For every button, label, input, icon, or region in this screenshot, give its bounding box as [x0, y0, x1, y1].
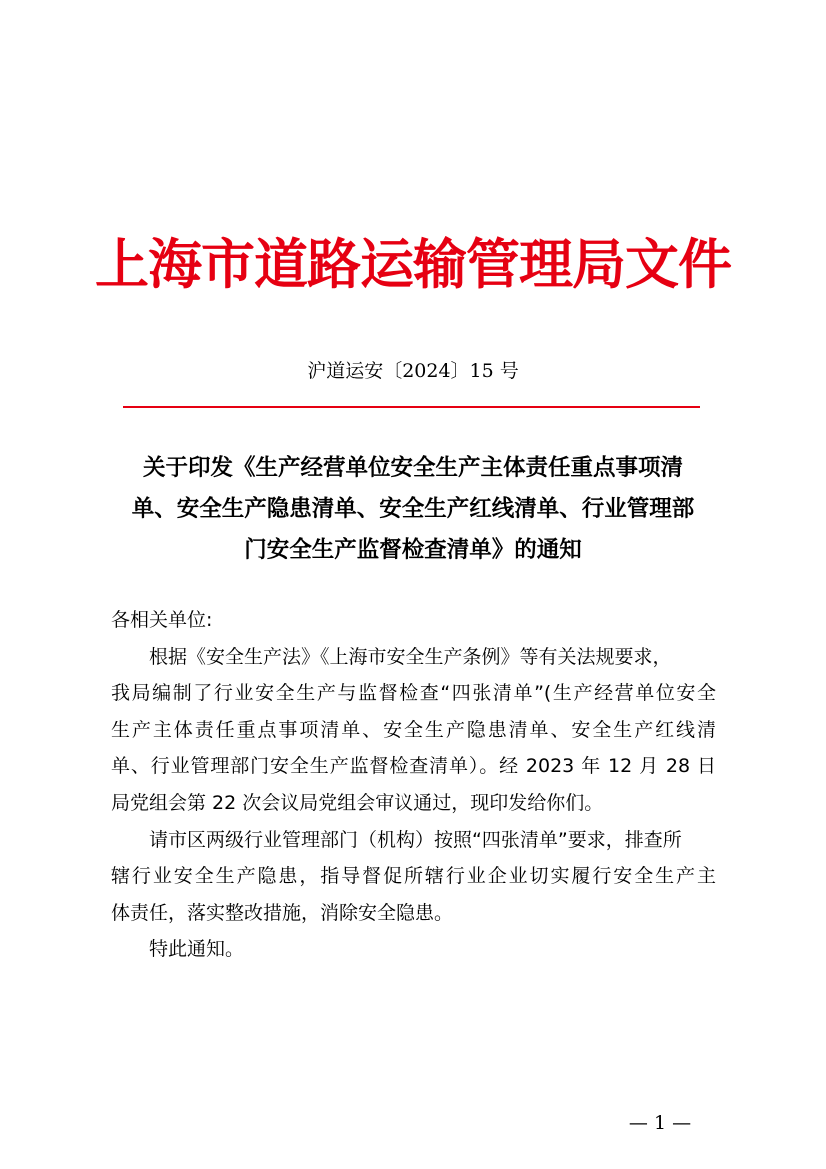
title-line: 关于印发《生产经营单位安全生产主体责任重点事项清	[142, 455, 683, 481]
paragraph-line: 请市区两级行业管理部门（机构）按照“四张清单”要求，排查所	[149, 828, 682, 851]
document-title	[100, 448, 726, 571]
paragraph-line: 我局编制了行业安全生产与监督检查“四张清单”(生产经营单位安全	[111, 682, 716, 705]
red-divider-line	[123, 406, 700, 408]
document-body	[111, 602, 716, 968]
document-number: 沪道运安〔2024〕15 号	[307, 360, 519, 382]
title-line: 单、安全生产隐患清单、安全生产红线清单、行业管理部	[131, 496, 695, 522]
paragraph-line: 单、行业管理部门安全生产监督检查清单）。经 2023 年 12 月 28 日	[111, 755, 716, 778]
paragraph-line: 体责任，落实整改措施，消除安全隐患。	[111, 901, 454, 924]
issuer-masthead: 上海市道路运输管理局文件	[95, 232, 731, 296]
salutation: 各相关单位:	[111, 609, 213, 631]
closing-line: 特此通知。	[149, 938, 245, 961]
paragraph-line: 生产主体责任重点事项清单、安全生产隐患清单、安全生产红线清	[111, 718, 716, 741]
title-line: 门安全生产监督检查清单》的通知	[244, 537, 582, 563]
page-number: — 1 —	[628, 1112, 692, 1134]
paragraph-line: 局党组会第 22 次会议局党组会审议通过，现印发给你们。	[111, 791, 604, 814]
paragraph-line: 辖行业安全生产隐患，指导督促所辖行业企业切实履行安全生产主	[111, 865, 716, 888]
paragraph-line: 根据《安全生产法》《上海市安全生产条例》等有关法规要求，	[149, 645, 672, 668]
